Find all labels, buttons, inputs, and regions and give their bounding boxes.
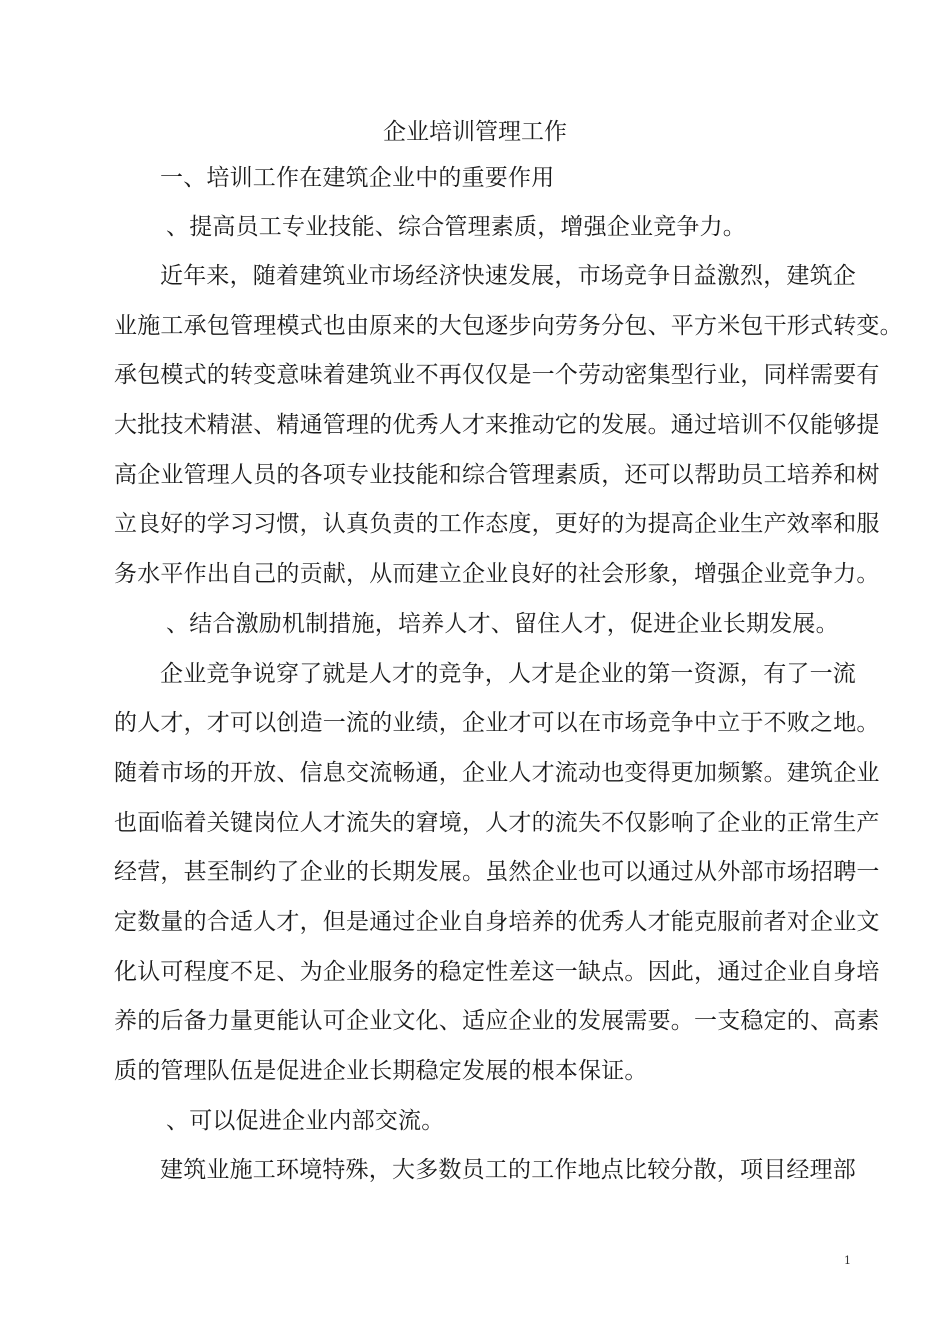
- section-heading-1: 一、培训工作在建筑企业中的重要作用: [160, 165, 555, 191]
- paragraph-line: 随着市场的开放、信息交流畅通，企业人才流动也变得更加频繁。建筑企业: [114, 760, 880, 786]
- paragraph-line: 承包模式的转变意味着建筑业不再仅仅是一个劳动密集型行业，同样需要有: [114, 362, 880, 388]
- subsection-heading-3: 、可以促进企业内部交流。: [166, 1108, 445, 1134]
- document-title: 企业培训管理工作: [383, 119, 567, 145]
- paragraph-line: 也面临着关键岗位人才流失的窘境，人才的流失不仅影响了企业的正常生产: [114, 810, 880, 836]
- subsection-heading-1: 、提高员工专业技能、综合管理素质，增强企业竞争力。: [166, 214, 746, 240]
- paragraph-line: 经营，甚至制约了企业的长期发展。虽然企业也可以通过从外部市场招聘一: [114, 859, 880, 885]
- paragraph-line: 大批技术精湛、精通管理的优秀人才来推动它的发展。通过培训不仅能够提: [114, 412, 880, 438]
- page-number: 1: [844, 1254, 851, 1267]
- paragraph-line: 质的管理队伍是促进企业长期稳定发展的根本保证。: [114, 1058, 648, 1084]
- paragraph-line: 务水平作出自己的贡献，从而建立企业良好的社会形象，增强企业竞争力。: [114, 561, 880, 587]
- paragraph-line: 近年来，随着建筑业市场经济快速发展，市场竞争日益激烈，建筑企: [160, 263, 856, 289]
- paragraph-line: 高企业管理人员的各项专业技能和综合管理素质，还可以帮助员工培养和树: [114, 462, 880, 488]
- subsection-heading-2: 、结合激励机制措施，培养人才、留住人才，促进企业长期发展。: [166, 611, 839, 637]
- paragraph-line: 业施工承包管理模式也由原来的大包逐步向劳务分包、平方米包干形式转变。: [114, 313, 903, 339]
- paragraph-line: 养的后备力量更能认可企业文化、适应企业的发展需要。一支稳定的、高素: [114, 1008, 880, 1034]
- paragraph-line: 建筑业施工环境特殊，大多数员工的工作地点比较分散，项目经理部: [160, 1157, 856, 1183]
- paragraph-line: 立良好的学习习惯，认真负责的工作态度，更好的为提高企业生产效率和服: [114, 511, 880, 537]
- paragraph-line: 企业竞争说穿了就是人才的竞争，人才是企业的第一资源，有了一流: [160, 661, 856, 687]
- paragraph-line: 化认可程度不足、为企业服务的稳定性差这一缺点。因此，通过企业自身培: [114, 959, 880, 985]
- paragraph-line: 定数量的合适人才，但是通过企业自身培养的优秀人才能克服前者对企业文: [114, 909, 880, 935]
- paragraph-line: 的人才，才可以创造一流的业绩，企业才可以在市场竞争中立于不败之地。: [114, 710, 880, 736]
